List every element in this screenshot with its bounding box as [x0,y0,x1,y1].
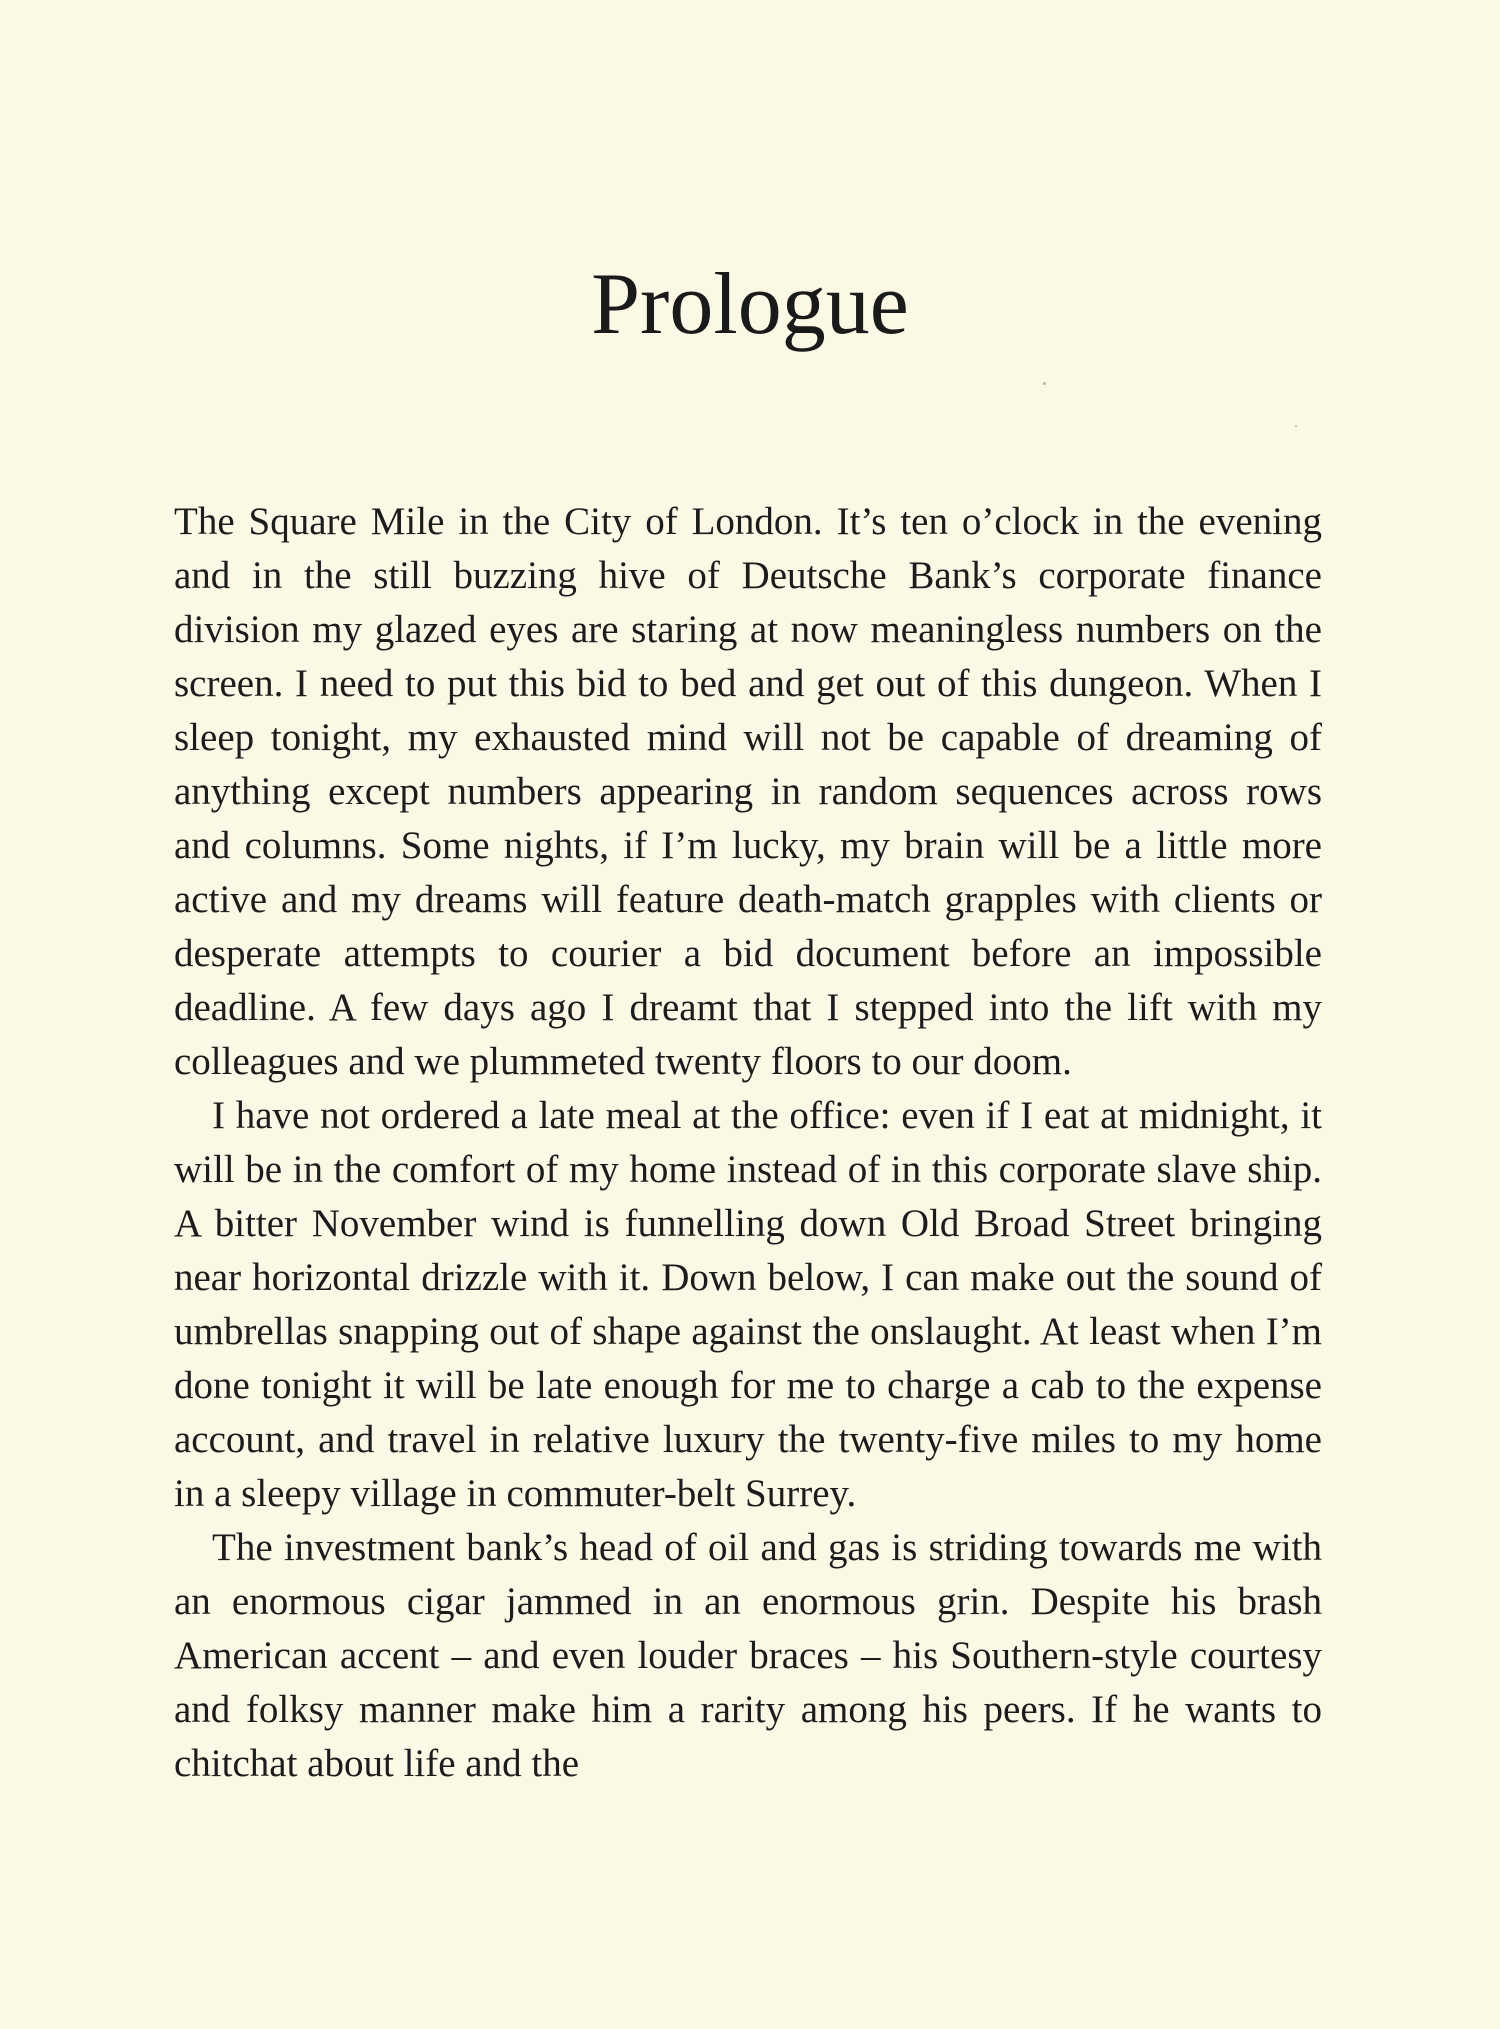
paper-speck [1043,382,1046,385]
body-text [174,495,1322,1791]
paragraph-2: I have not ordered a late meal at the office: even if I eat at midnight, it will be in the comfort of my home instead of in this corporate slave ship. A bitter November wind is funnelling down Old Broad Street bringing near horizontal drizzle with it. Down below, I can make out the sound of umbrellas snapping out of shape against the onslaught. At least when I’m done tonight it will be late enough for me to charge a cab to the expense account, and travel in relative luxury the twenty-five miles to my home in a sleepy village in commuter-belt Surrey. [174,1094,1322,1515]
paper-speck [1295,425,1297,427]
paragraph-1: The Square Mile in the City of London. It’s ten o’clock in the evening and in the still buzzing hive of Deutsche Bank’s corporate finance division my glazed eyes are staring at now meaningless numbers on the screen. I need to put this bid to bed and get out of this dungeon. When I sleep tonight, my exhausted mind will not be capable of dreaming of anything except numbers appearing in random sequences across rows and columns. Some nights, if I’m lucky, my brain will be a little more active and my dreams will feature death-match grapples with clients or desperate attempts to courier a bid document before an impossible deadline. A few days ago I dreamt that I stepped into the lift with my colleagues and we plummeted twenty floors to our doom. [174,500,1322,1083]
chapter-title: Prologue [591,256,909,353]
paragraph-3: The investment bank’s head of oil and gas is striding towards me with an enormous cigar jammed in an enormous grin. Despite his brash American accent – and even louder braces – his Southern-style courtesy and folksy manner make him a rarity among his peers. If he wants to chitchat about life and the [174,1526,1322,1785]
